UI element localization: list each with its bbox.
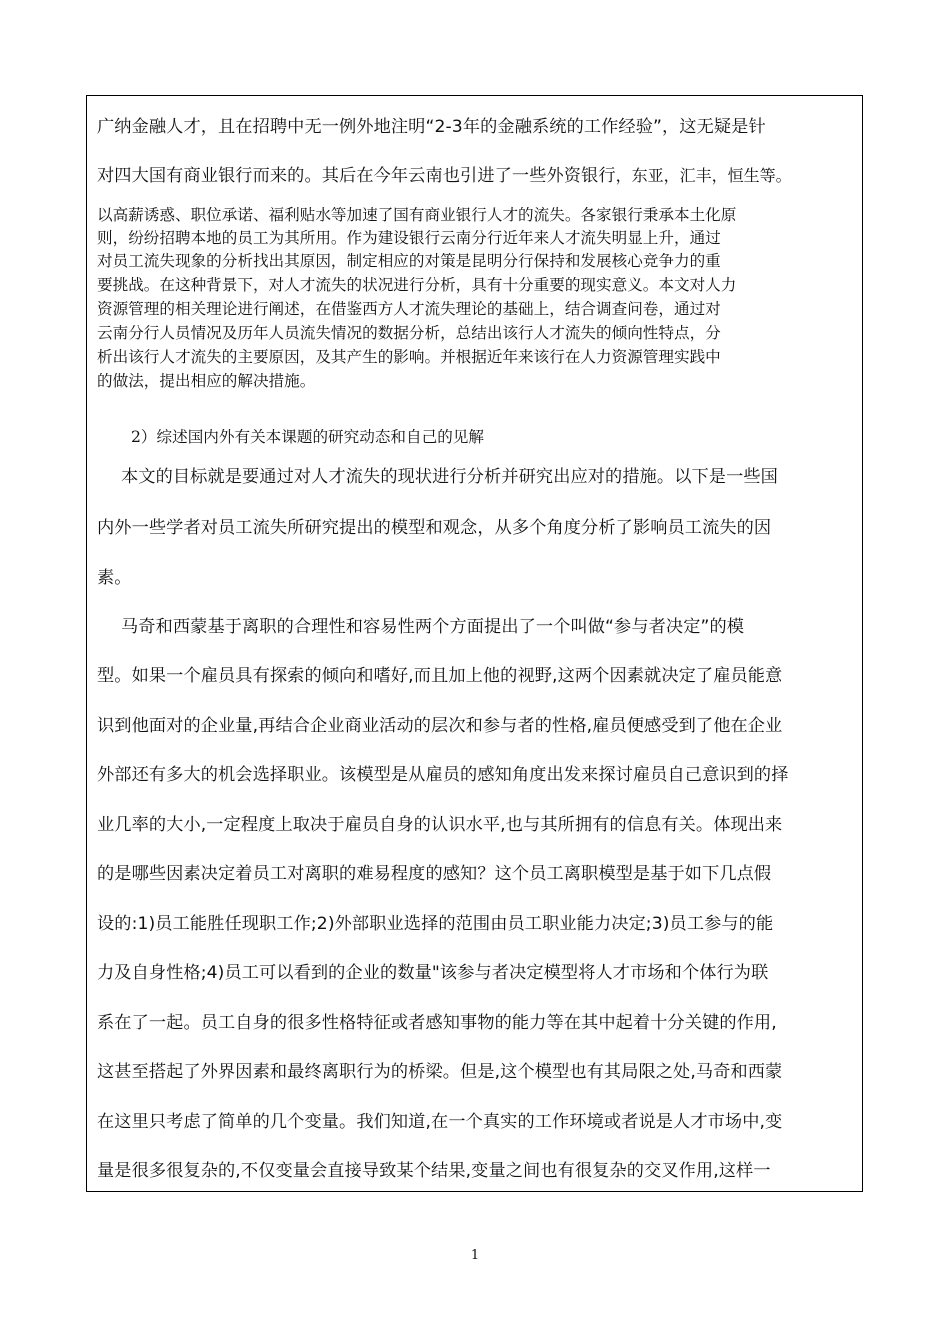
page-number: 1	[470, 1248, 480, 1263]
paragraph-line: 外部还有多大的机会选择职业。该模型是从雇员的感知角度出发来探讨雇员自己意识到的择	[97, 765, 789, 785]
paragraph-line: 系在了一起。员工自身的很多性格特征或者感知事物的能力等在其中起着十分关键的作用,	[97, 1013, 777, 1033]
paragraph-line: 型。如果一个雇员具有探索的倾向和嗜好,而且加上他的视野,这两个因素就决定了雇员能意	[97, 666, 783, 686]
paragraph-line: 这甚至搭起了外界因素和最终离职行为的桥梁。但是,这个模型也有其局限之处,马奇和西蒙	[97, 1062, 783, 1082]
paragraph-line: 的是哪些因素决定着员工对离职的难易程度的感知？这个员工离职模型是基于如下几点假	[97, 864, 772, 884]
paragraph-line: 本文的目标就是要通过对人才流失的现状进行分析并研究出应对的措施。以下是一些国	[121, 467, 778, 487]
paragraph-line: 析出该行人才流失的主要原因，及其产生的影响。并根据近年来该行在人力资源管理实践中	[97, 348, 721, 366]
section-heading: 2）综述国内外有关本课题的研究动态和自己的见解	[131, 428, 484, 446]
paragraph-line: 广纳金融人才，且在招聘中无一例外地注明“2-3年的金融系统的工作经验”，这无疑是针	[97, 117, 766, 137]
paragraph-line: 要挑战。在这种背景下，对人才流失的状况进行分析，具有十分重要的现实意义。本文对人力	[97, 276, 737, 294]
paragraph-line: 业几率的大小,一定程度上取决于雇员自身的认识水平,也与其所拥有的信息有关。体现出来	[97, 815, 783, 835]
paragraph-line: 识到他面对的企业量,再结合企业商业活动的层次和参与者的性格,雇员便感受到了他在企业	[97, 716, 783, 736]
paragraph-line: 内外一些学者对员工流失所研究提出的模型和观念，从多个角度分析了影响员工流失的因	[97, 518, 772, 538]
paragraph-line: 对员工流失现象的分析找出其原因，制定相应的对策是昆明分行保持和发展核心竞争力的重	[97, 252, 721, 270]
paragraph-line: 的做法，提出相应的解决措施。	[97, 372, 316, 390]
paragraph-line: 以高薪诱惑、职位承诺、福利贴水等加速了国有商业银行人才的流失。各家银行秉承本土化原	[97, 206, 737, 224]
paragraph-line: 则，纷纷招聘本地的员工为其所用。作为建设银行云南分行近年来人才流失明显上升，通过	[97, 229, 721, 247]
paragraph-line: 云南分行人员情况及历年人员流失情况的数据分析，总结出该行人才流失的倾向性特点，分	[97, 324, 721, 342]
paragraph-line: 在这里只考虑了简单的几个变量。我们知道,在一个真实的工作环境或者说是人才市场中,变	[97, 1112, 783, 1132]
paragraph-line: 资源管理的相关理论进行阐述，在借鉴西方人才流失理论的基础上，结合调查问卷，通过对	[97, 300, 721, 318]
paragraph-line-part: ，东亚，汇丰，恒生等。	[615, 166, 792, 185]
paragraph-line: 素。	[97, 568, 132, 588]
paragraph-line: 马奇和西蒙基于离职的合理性和容易性两个方面提出了一个叫做“参与者决定”的模	[121, 617, 745, 637]
paragraph-line: 量是很多很复杂的,不仅变量会直接导致某个结果,变量之间也有很复杂的交叉作用,这样一	[97, 1161, 771, 1181]
paragraph-line: 力及自身性格;4)员工可以看到的企业的数量"该参与者决定模型将人才市场和个体行为联	[97, 963, 769, 983]
paragraph-line-part: 对四大国有商业银行而来的。其后在今年云南也引进了一些外资银行	[97, 166, 616, 186]
paragraph-line	[97, 161, 855, 186]
paragraph-line: 设的:1)员工能胜任现职工作;2)外部职业选择的范围由员工职业能力决定;3)员工参与的能	[97, 914, 774, 934]
